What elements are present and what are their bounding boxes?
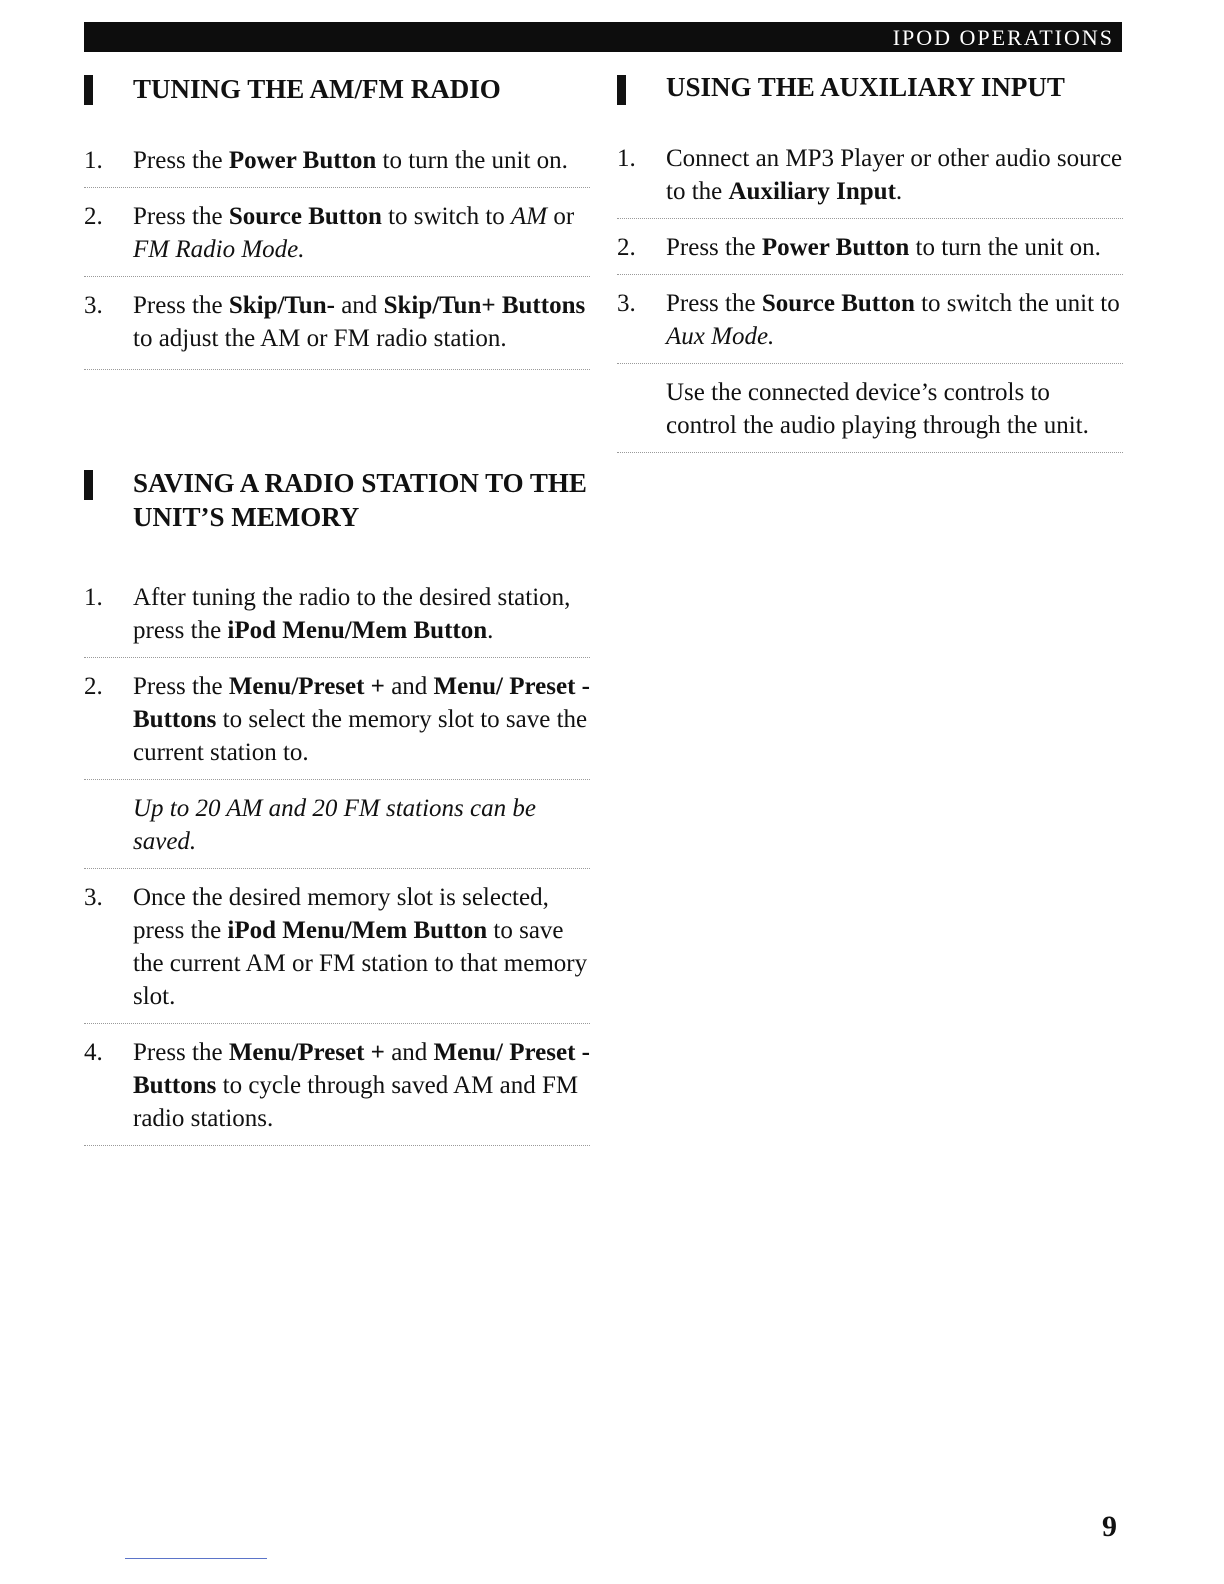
step-text: Press the Power Button to turn the unit on. [133,147,568,174]
section-title-line-2: UNIT’S MEMORY [133,502,360,532]
page-header-title: IPOD OPERATIONS [892,25,1114,50]
step-text: Press the Menu/Preset + and Menu/ Preset - Buttons to cycle through saved AM and FM radio stations. [133,1039,590,1132]
list-item [84,658,590,780]
step-number: 3. [84,884,103,911]
step-text: Connect an MP3 Player or other audio source to the Auxiliary Input. [666,145,1123,205]
aux-steps [617,142,1123,453]
list-item [84,869,590,1024]
saving-steps [84,581,590,1146]
section-title: TUNING THE AM/FM RADIO [133,74,501,104]
section-title: USING THE AUXILIARY INPUT [666,72,1065,102]
section-saving [84,466,590,1146]
section-marker [617,75,626,105]
section-heading [84,72,590,106]
section-title-line-1: SAVING A RADIO STATION TO THE [133,468,587,498]
step-text: Press the Power Button to turn the unit on. [666,234,1101,261]
step-number: 2. [84,673,103,700]
step-number: 4. [84,1039,103,1066]
list-item [84,581,590,658]
step-text: Press the Source Button to switch the unit to Aux Mode. [666,290,1120,350]
note-text: Use the connected device’s controls to control the audio playing through the unit. [666,379,1089,439]
step-text: Press the Source Button to switch to AM or FM Radio Mode. [133,203,575,263]
list-item [617,142,1123,219]
list-item [617,219,1123,275]
section-marker [84,75,93,105]
step-number: 2. [84,203,103,230]
list-item [617,275,1123,364]
section-marker [84,470,93,500]
step-number: 1. [617,145,636,172]
note-item [84,780,590,869]
list-item [84,277,590,370]
step-number: 3. [617,290,636,317]
note-text: Up to 20 AM and 20 FM stations can be saved. [133,795,536,855]
list-item [84,144,590,188]
step-number: 3. [84,292,103,319]
tuning-steps [84,144,590,370]
step-text: Press the Menu/Preset + and Menu/ Preset - Buttons to select the memory slot to save the current station to. [133,673,590,766]
step-text: After tuning the radio to the desired station, press the iPod Menu/Mem Button. [133,584,571,644]
section-heading [84,466,590,534]
header-bar [84,22,1122,52]
page-number: 9 [1102,1510,1117,1543]
list-item [84,1024,590,1146]
section-heading [617,70,1123,104]
step-number: 1. [84,584,103,611]
footer-rule [125,1558,267,1559]
note-item [617,364,1123,453]
step-number: 2. [617,234,636,261]
section-tuning [84,72,590,370]
step-text: Once the desired memory slot is selected, press the iPod Menu/Mem Button to save the current AM or FM station to that memory slot. [133,884,588,1010]
step-number: 1. [84,147,103,174]
step-text: Press the Skip/Tun- and Skip/Tun+ Buttons to adjust the AM or FM radio station. [133,292,586,352]
section-aux [617,70,1123,453]
list-item [84,188,590,277]
